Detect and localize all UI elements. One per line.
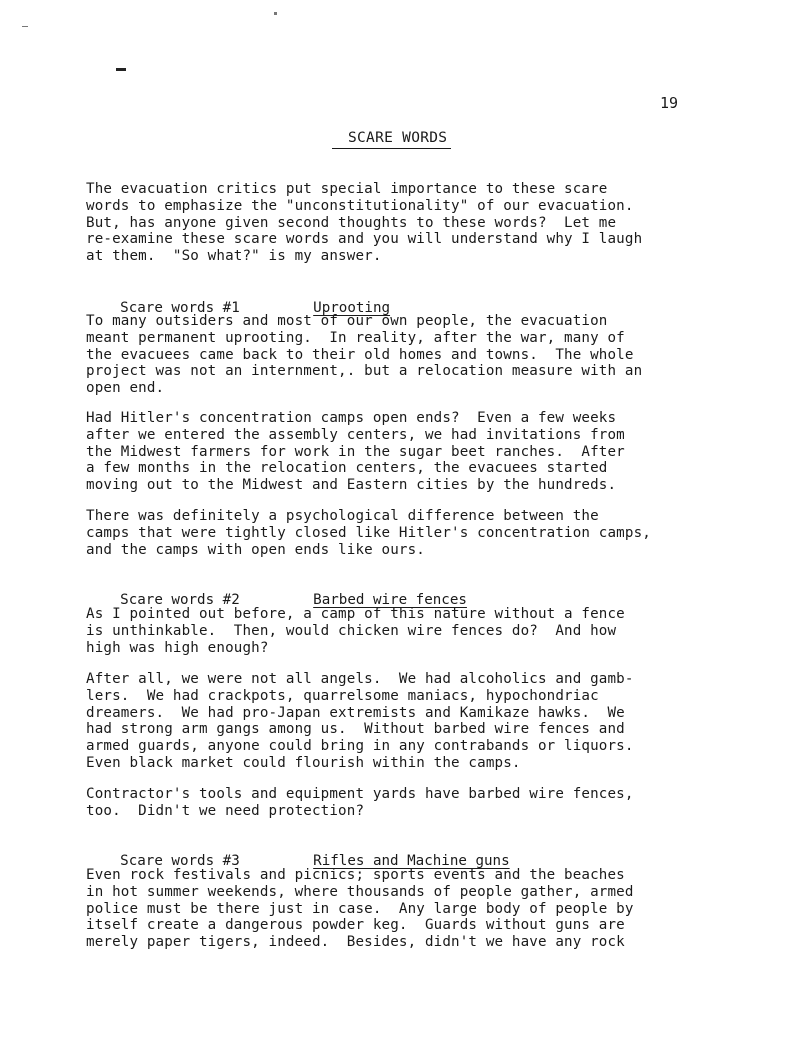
section-label: Scare words #2 — [120, 591, 240, 608]
section-1-paragraph-3: There was definitely a psychological difference between the camps that were tightly closed like Hitler's concentration camps, and the camps with open ends like ours. — [86, 508, 651, 558]
section-2-paragraph-2: After all, we were not all angels. We had alcoholics and gamb- lers. We had crackpots, quarrelsome maniacs, hypochondriac dreamers. We had pro-Japan extremists and Kamikaze hawks. We had strong arm gangs among us. Without barbed wire fences and armed guards, anyone could bring in any contrabands or liquors. Even black market could flourish within the camps. — [86, 671, 634, 771]
section-topic: Barbed wire fences — [313, 591, 467, 608]
section-label: Scare words #3 — [120, 852, 240, 869]
section-2-paragraph-3: Contractor's tools and equipment yards have barbed wire fences, too. Didn't we need protection? — [86, 786, 634, 819]
section-1-paragraph-1: To many outsiders and most of our own people, the evacuation meant permanent uprooting. In reality, after the war, many of the evacuees came back to their old homes and towns. The whole project was not an internment,. but a relocation measure with an open end. — [86, 313, 643, 397]
intro-paragraph: The evacuation critics put special importance to these scare words to emphasize the "unconstitutionality" of our evacuation. But, has anyone given second thoughts to these words? Let me re-examine these scare words and you will understand why I laugh at them. "So what?" is my answer. — [86, 181, 643, 265]
section-2-paragraph-1: As I pointed out before, a camp of this nature without a fence is unthinkable. Then, would chicken wire fences do? And how high was high enough? — [86, 606, 625, 656]
page-number: 19 — [660, 94, 679, 112]
section-topic: Uprooting — [313, 299, 391, 316]
scan-speck — [22, 26, 28, 27]
scan-mark — [116, 68, 126, 71]
section-topic: Rifles and Machine guns — [313, 852, 510, 869]
section-3-paragraph-1: Even rock festivals and picnics; sports events and the beaches in hot summer weekends, where thousands of people gather, armed police must be there just in case. Any large body of people by itself create a dangerous powder keg. Guards without guns are merely paper tigers, indeed. Besides, didn't we have any rock — [86, 867, 634, 951]
page-title — [332, 130, 451, 149]
section-1-paragraph-2: Had Hitler's concentration camps open ends? Even a few weeks after we entered the assembly centers, we had invitations from the Midwest farmers for work in the sugar beet ranches. After a few months in the relocation centers, the evacuees started moving out to the Midwest and Eastern cities by the hundreds. — [86, 410, 625, 494]
scan-speck — [274, 12, 277, 15]
page-title-text: SCARE WORDS — [332, 130, 451, 149]
section-label: Scare words #1 — [120, 299, 240, 316]
